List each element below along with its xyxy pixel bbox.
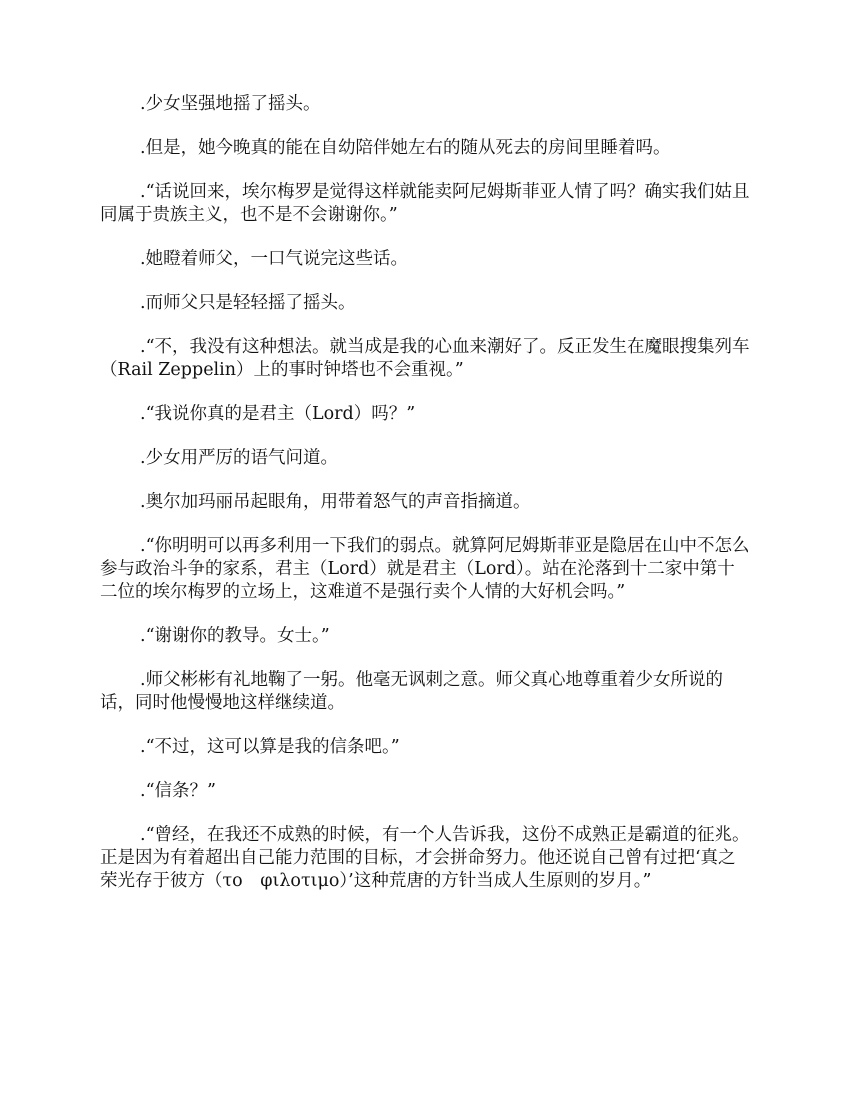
paragraph-2: .但是，她今晚真的能在自幼陪伴她左右的随从死去的房间里睡着吗。 — [140, 138, 671, 158]
paragraph-10: .“你明明可以再多利用一下我们的弱点。就算阿尼姆斯菲亚是隐居在山中不怎么参与政治斗争的家系，君主（Lord）就是君主（Lord）。站在沦落到十二家中第十二位的埃尔梅罗的立场上，这难道不是强行卖个人情的大好机会吗。” — [100, 536, 750, 602]
paragraph-1: .少女坚强地摇了摇头。 — [140, 94, 321, 114]
paragraph-8: .少女用严厉的语气问道。 — [140, 448, 339, 468]
paragraph-6: .“不，我没有这种想法。就当成是我的心血来潮好了。反正发生在魔眼搜集列车（Rail Zeppelin）上的事时钟塔也不会重视。” — [100, 337, 750, 380]
paragraph-9: .奥尔加玛丽吊起眼角，用带着怒气的声音指摘道。 — [140, 492, 531, 512]
body-text — [100, 93, 750, 914]
paragraph-7: .“我说你真的是君主（Lord）吗？” — [140, 404, 416, 424]
paragraph-4: .她瞪着师父，一口气说完这些话。 — [140, 249, 409, 269]
paragraph-15: .“曾经，在我还不成熟的时候，有一个人告诉我，这份不成熟正是霸道的征兆。正是因为有着超出自己能力范围的目标，才会拼命努力。他还说自己曾有过把‘真之荣光存于彼方（το φιλοτιμο）’这种荒唐的方针当成人生原则的岁月。” — [100, 825, 750, 891]
paragraph-5: .而师父只是轻轻摇了摇头。 — [140, 293, 356, 313]
paragraph-13: .“不过，这可以算是我的信条吧。” — [140, 737, 400, 757]
paragraph-14: .“信条？” — [140, 781, 216, 801]
paragraph-12: .师父彬彬有礼地鞠了一躬。他毫无讽刺之意。师父真心地尊重着少女所说的话，同时他慢慢地这样继续道。 — [100, 670, 724, 713]
paragraph-11: .“谢谢你的教导。女士。” — [140, 626, 330, 646]
paragraph-3: .“话说回来，埃尔梅罗是觉得这样就能卖阿尼姆斯菲亚人情了吗？确实我们姑且同属于贵族主义，也不是不会谢谢你。” — [100, 182, 750, 225]
